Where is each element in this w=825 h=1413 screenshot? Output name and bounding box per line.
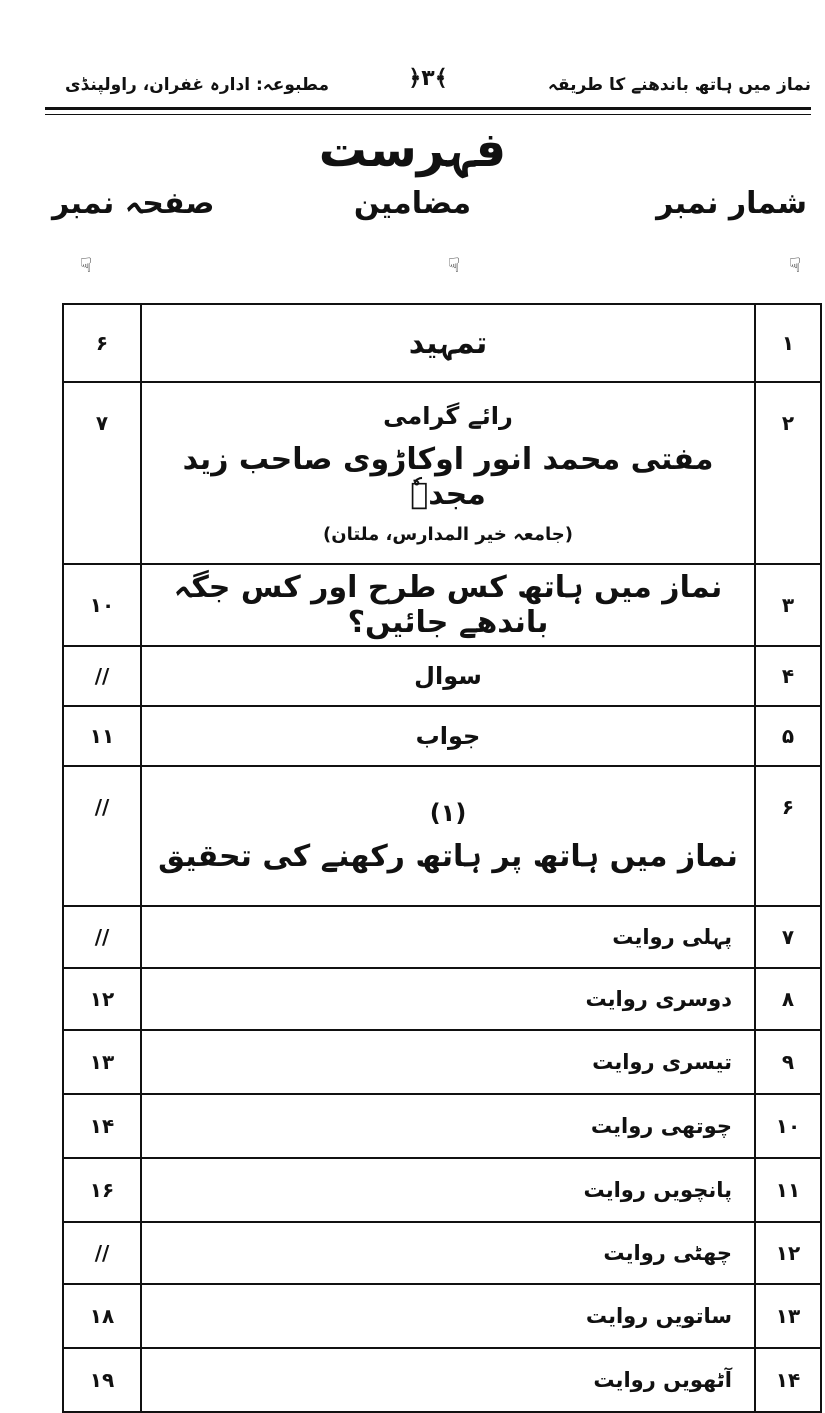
table-row bbox=[64, 1159, 820, 1223]
topic-text: آٹھویں روایت bbox=[593, 1368, 732, 1392]
topic-cell bbox=[142, 969, 754, 1029]
book-title: نماز میں ہاتھ باندھنے کا طریقہ bbox=[547, 75, 811, 95]
topic-cell bbox=[142, 1349, 754, 1411]
table-row bbox=[64, 383, 820, 565]
page-cell: // bbox=[64, 1223, 142, 1283]
serial-cell: ۸ bbox=[754, 969, 820, 1029]
topic-cell bbox=[142, 1223, 754, 1283]
serial-cell: ۱۳ bbox=[754, 1285, 820, 1347]
table-row bbox=[64, 969, 820, 1031]
page-cell: ۱۰ bbox=[64, 565, 142, 645]
pointing-hand-icon: ☟ bbox=[447, 253, 461, 277]
serial-cell: ۱۴ bbox=[754, 1349, 820, 1411]
column-heading-topics: مضامین bbox=[353, 186, 472, 221]
header-rule-thick bbox=[45, 107, 811, 110]
topic-text: نماز میں ہاتھ کس طرح اور کس جگہ باندھے جائیں؟ bbox=[173, 570, 723, 640]
topic-note: (جامعہ خیر المدارس، ملتان) bbox=[323, 523, 573, 545]
page-cell: ۱۸ bbox=[64, 1285, 142, 1347]
table-row bbox=[64, 305, 820, 383]
page-cell: // bbox=[64, 767, 142, 905]
page-number: ﴿۳﴾ bbox=[408, 66, 448, 91]
serial-cell: ۱۰ bbox=[754, 1095, 820, 1157]
topic-text: پہلی روایت bbox=[612, 925, 732, 949]
serial-cell: ۱ bbox=[754, 305, 820, 381]
page-cell: ۱۳ bbox=[64, 1031, 142, 1093]
table-row bbox=[64, 767, 820, 907]
page-cell: ۱۹ bbox=[64, 1349, 142, 1411]
topic-text: چھٹی روایت bbox=[603, 1241, 732, 1265]
table-row bbox=[64, 1285, 820, 1349]
topic-cell bbox=[142, 907, 754, 967]
page-cell: ۱۲ bbox=[64, 969, 142, 1029]
topic-text: رائے گرامی bbox=[383, 401, 513, 430]
pointing-hand-icon: ☟ bbox=[79, 253, 93, 277]
topic-cell bbox=[142, 1285, 754, 1347]
topic-text: تیسری روایت bbox=[592, 1050, 732, 1074]
serial-cell: ۱۲ bbox=[754, 1223, 820, 1283]
page-cell: ۶ bbox=[64, 305, 142, 381]
table-row bbox=[64, 1349, 820, 1413]
page-cell: // bbox=[64, 907, 142, 967]
topic-text: سوال bbox=[414, 662, 482, 690]
publisher: مطبوعہ: ادارہ غفران، راولپنڈی bbox=[65, 75, 329, 95]
serial-cell: ۶ bbox=[754, 767, 820, 905]
topic-cell bbox=[142, 565, 754, 645]
topic-text: جواب bbox=[415, 722, 481, 750]
serial-cell: ۴ bbox=[754, 647, 820, 705]
pointing-hand-icon: ☟ bbox=[788, 253, 802, 277]
serial-cell: ۹ bbox=[754, 1031, 820, 1093]
topic-text: چوتھی روایت bbox=[590, 1114, 732, 1138]
table-row bbox=[64, 1031, 820, 1095]
topic-cell bbox=[142, 1159, 754, 1221]
table-row bbox=[64, 1223, 820, 1285]
topic-cell bbox=[142, 767, 754, 905]
serial-cell: ۷ bbox=[754, 907, 820, 967]
table-row bbox=[64, 907, 820, 969]
topic-subtitle: مفتی محمد انور اوکاڑوی صاحب زید مجدہٗ bbox=[182, 441, 714, 512]
page-cell: ۱۴ bbox=[64, 1095, 142, 1157]
serial-cell: ۱۱ bbox=[754, 1159, 820, 1221]
topic-cell bbox=[142, 305, 754, 381]
topic-cell bbox=[142, 1095, 754, 1157]
column-heading-page: صفحہ نمبر bbox=[52, 186, 215, 221]
topic-text: (۱) bbox=[429, 798, 467, 827]
page-cell: // bbox=[64, 647, 142, 705]
column-heading-serial: شمار نمبر bbox=[656, 186, 807, 221]
table-row bbox=[64, 707, 820, 767]
topic-cell bbox=[142, 383, 754, 563]
contents-table bbox=[62, 303, 822, 1413]
serial-cell: ۵ bbox=[754, 707, 820, 765]
table-row bbox=[64, 647, 820, 707]
table-row bbox=[64, 1095, 820, 1159]
page-cell: ۱۶ bbox=[64, 1159, 142, 1221]
topic-subtitle: نماز میں ہاتھ پر ہاتھ رکھنے کی تحقیق bbox=[158, 838, 738, 874]
topic-text: ساتویں روایت bbox=[585, 1304, 732, 1328]
page-cell: ۱۱ bbox=[64, 707, 142, 765]
topic-text: دوسری روایت bbox=[585, 987, 732, 1011]
page-cell: ۷ bbox=[64, 383, 142, 563]
topic-text: پانچویں روایت bbox=[583, 1178, 732, 1202]
topic-cell bbox=[142, 707, 754, 765]
page-title: فہرست bbox=[318, 122, 507, 178]
serial-cell: ۳ bbox=[754, 565, 820, 645]
topic-cell bbox=[142, 1031, 754, 1093]
topic-text: تمہید bbox=[408, 325, 488, 361]
serial-cell: ۲ bbox=[754, 383, 820, 563]
running-header bbox=[45, 66, 811, 106]
header-rule-thin bbox=[45, 114, 811, 115]
topic-cell bbox=[142, 647, 754, 705]
table-row bbox=[64, 565, 820, 647]
